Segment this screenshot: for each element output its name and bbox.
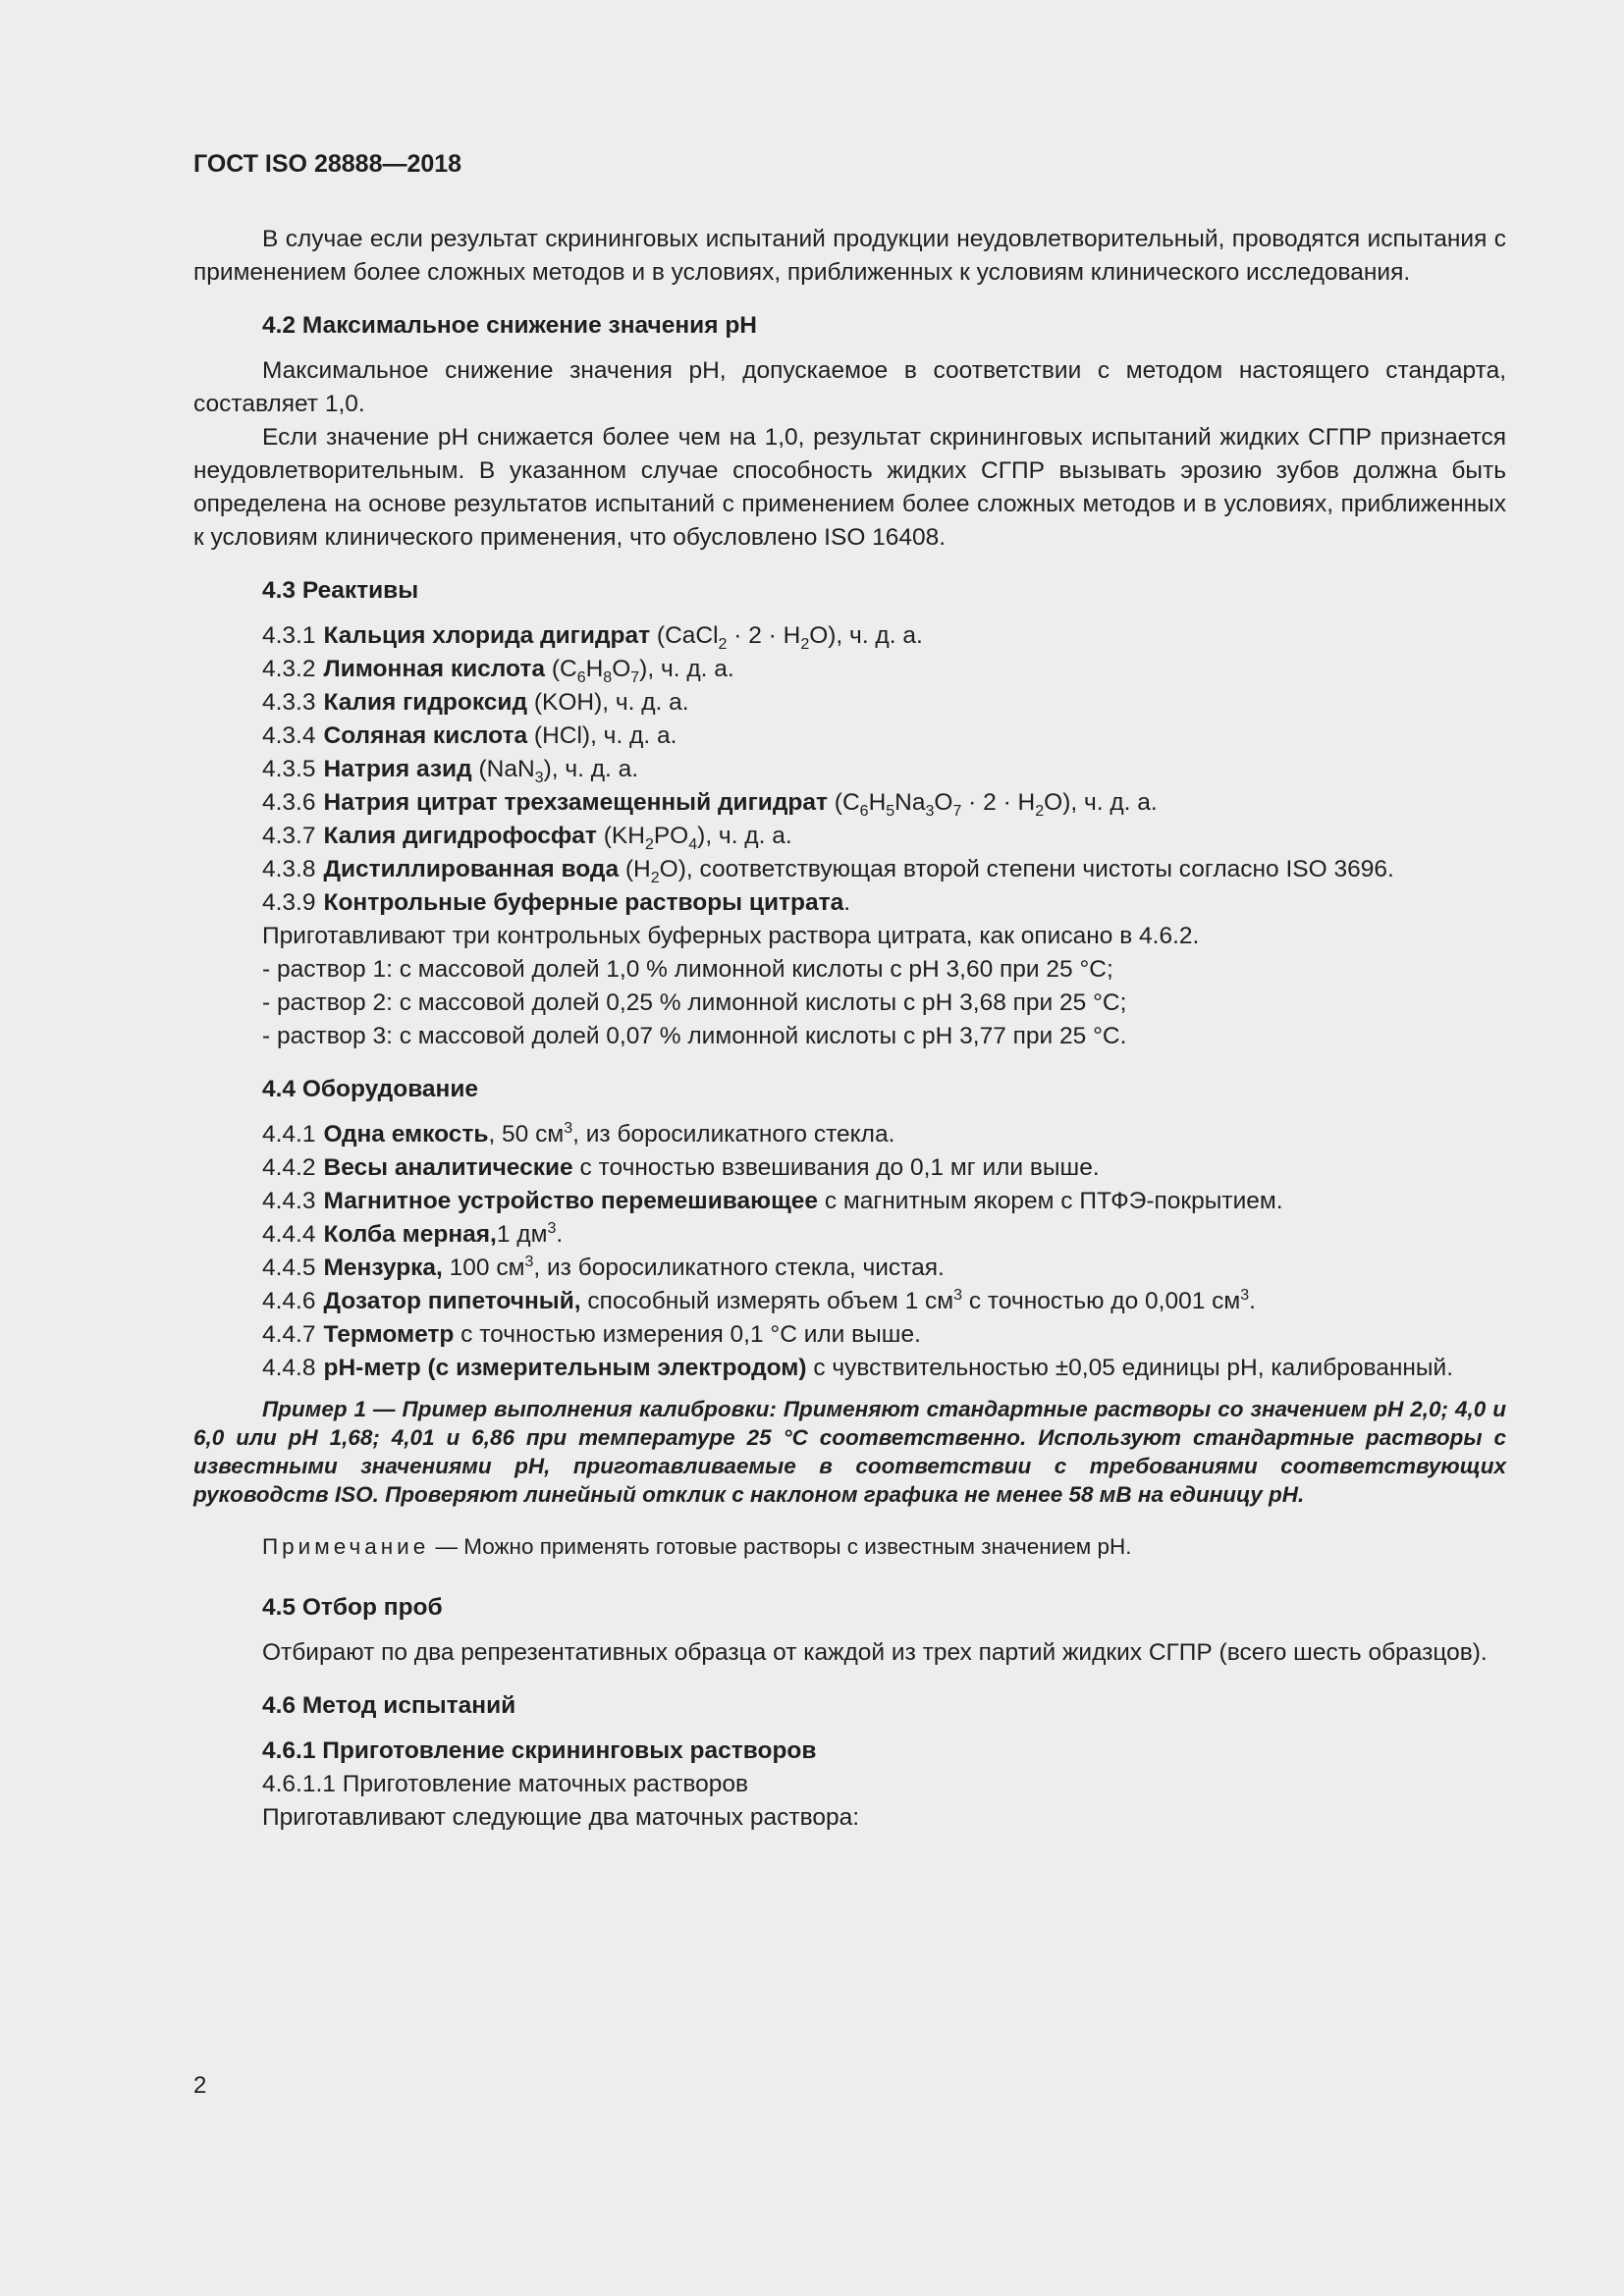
page-number: 2 [193,2072,207,2099]
section-heading-4-3: 4.3 Реактивы [262,577,419,604]
reagent-item: 4.3.1 Кальция хлорида дигидрат (CaCl$_2$ · $2 \cdot H_2O$), ч. д. а. [262,622,923,653]
reagent-item: 4.3.8 Дистиллированная вода $(H_2O)$, соответствующая второй степени чистоты согласно ISO 3696. [262,856,1394,886]
paragraph: Отбирают по два репрезентативных образца от каждой из трех партий жидких СГПР (всего шесть образцов). [262,1639,1488,1666]
note [193,1532,1506,1562]
equipment-item: 4.4.2 Весы аналитические с точностью взвешивания до 0,1 мг или выше. [262,1154,1100,1181]
paragraph: Максимальное снижение значения рН, допускаемое в соответствии с методом настоящего стандарта, составляет 1,0. [193,357,1506,417]
equipment-item: 4.4.7 Термометр с точностью измерения 0,1 °С или выше. [262,1321,921,1348]
section-heading-4-2: 4.2 Максимальное снижение значения рН [262,312,757,339]
paragraph: Приготавливают три контрольных буферных раствора цитрата, как описано в 4.6.2. [262,923,1200,949]
section-heading-4-5: 4.5 Отбор проб [262,1594,443,1621]
intro-paragraph: В случае если результат скрининговых испытаний продукции неудовлетворительный, проводятся испытания с применением более сложных методов и в условиях, приближенных к условиям клинического исследования. [193,226,1506,286]
equipment-item: 4.4.8 рН-метр (с измерительным электродом) с чувствительностью ±0,05 единицы рН, калиброванный. [262,1355,1454,1381]
calibration-example: Пример 1 — Пример выполнения калибровки: Применяют стандартные растворы со значением рН 2,0; 4,0 и 6,0 или рН 1,68; 4,01 и 6,86 при температуре 25 °С соответственно. Используют стандартные растворы с известными значениями рН, приготавливаемые в соответствии с требованиями соответствующих руководств ISO. Проверяют линейный отклик с наклоном графика не менее 58 мВ на единицу рН. [193,1397,1506,1507]
solution-item: - раствор 2: с массовой долей 0,25 % лимонной кислоты с рН 3,68 при 25 °С; [262,989,1127,1016]
note-label: Примечание [262,1534,430,1559]
subsection-heading-4-6-1-1: 4.6.1.1 Приготовление маточных растворов [262,1771,749,1797]
reagent-item: 4.3.9 Контрольные буферные растворы цитрата. [262,889,851,916]
paragraph: Приготавливают следующие два маточных раствора: [262,1804,860,1831]
reagent-item: 4.3.2 Лимонная кислота $(C_6H_8O_7)$, ч. д. а. [262,656,734,686]
document-header: ГОСТ ISO 28888—2018 [193,150,462,178]
reagent-item: 4.3.4 Соляная кислота (HCl), ч. д. а. [262,722,677,749]
paragraph: Если значение рН снижается более чем на 1,0, результат скрининговых испытаний жидких СГПР признается неудовлетворительным. В указанном случае способность жидких СГПР вызывать эрозию зубов должна быть определена на основе результатов испытаний с применением более сложных методов и в условиях, приближенных к условиям клинического применения, что обусловлено ISO 16408. [193,424,1506,551]
equipment-item: 4.4.5 Мензурка, 100 $см^3$, из боросиликатного стекла, чистая. [262,1253,945,1281]
solution-item: - раствор 3: с массовой долей 0,07 % лимонной кислоты с рН 3,77 при 25 °С. [262,1023,1127,1049]
reagent-item: 4.3.5 Натрия азид (NaN$_3$), ч. д. а. [262,756,639,786]
equipment-item: 4.4.6 Дозатор пипеточный, способный измерять объем 1 $см^3$ с точностью до 0,001 $см^3$. [262,1286,1256,1314]
note-text: — Можно применять готовые растворы с известным значением рН. [429,1534,1132,1559]
section-heading-4-4: 4.4 Оборудование [262,1076,479,1102]
equipment-item: 4.4.1 Одна емкость, 50 $см^3$, из боросиликатного стекла. [262,1119,895,1148]
equipment-item: 4.4.3 Магнитное устройство перемешивающее с магнитным якорем с ПТФЭ-покрытием. [262,1188,1283,1214]
page-content [193,147,1506,1835]
solution-item: - раствор 1: с массовой долей 1,0 % лимонной кислоты с рН 3,60 при 25 °С; [262,956,1113,983]
reagent-item: 4.3.6 Натрия цитрат трехзамещенный дигидрат $(C_6H_5Na_3O_7 \cdot 2 \cdot H_2O)$, ч. д. а. [262,789,1158,820]
section-heading-4-6: 4.6 Метод испытаний [262,1692,516,1719]
equipment-item: 4.4.4 Колба мерная,1 $дм^3$. [262,1219,564,1248]
subsection-heading-4-6-1: 4.6.1 Приготовление скрининговых растворов [262,1737,817,1764]
reagent-item: 4.3.3 Калия гидроксид (KOH), ч. д. а. [262,689,689,716]
reagent-item: 4.3.7 Калия дигидрофосфат $(KH_2PO_4)$, ч. д. а. [262,823,792,853]
